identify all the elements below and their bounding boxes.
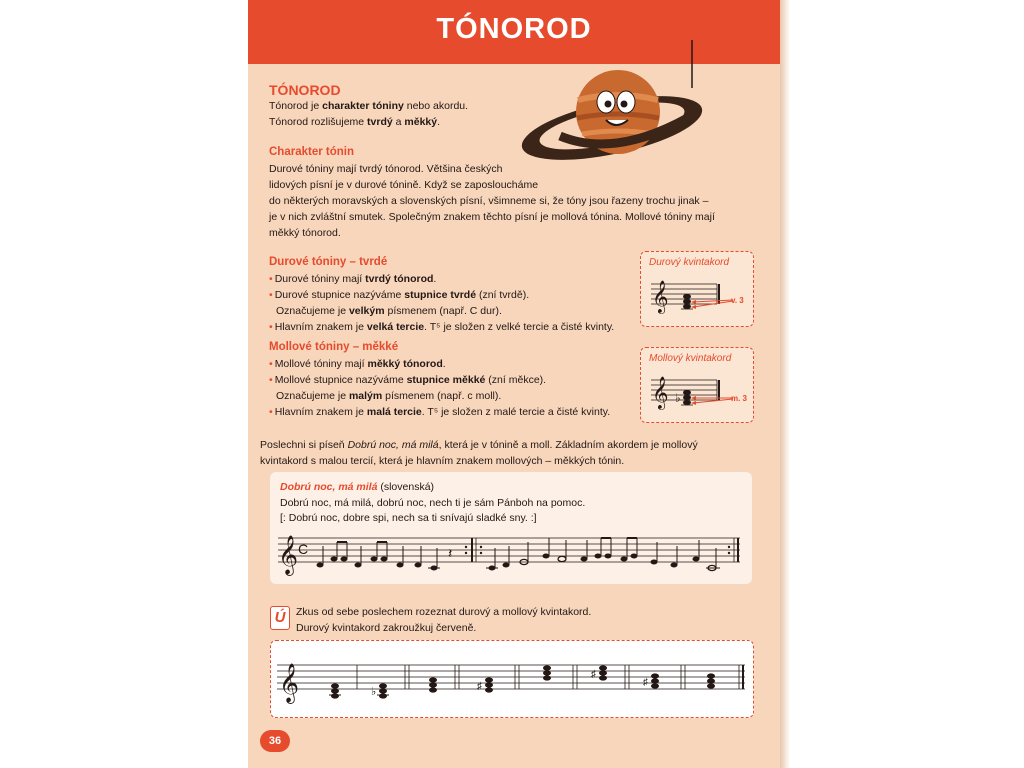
interval-label: m. 3 (731, 394, 748, 403)
exercise-staff (275, 657, 749, 705)
time-signature: C (298, 541, 309, 557)
box-mollovy-kvintakord (640, 347, 754, 423)
exercise-line-2: Durový kvintakord zakroužkuj červeně. (296, 622, 477, 634)
mollove-bullet-2: • Mollové stupnice nazýváme stupnice měkké (zní měkce). (269, 374, 547, 386)
durove-bullet-2: • Durové stupnice nazýváme stupnice tvrdé (zní tvrdě). (269, 289, 530, 301)
charakter-line: do některých moravských a slovenských písní, všimneme si, že tóny jsou řazeny trochu jinak – (269, 195, 709, 207)
song-notes (317, 538, 721, 571)
flat-icon: ♭ (675, 391, 681, 405)
song-box (270, 472, 752, 584)
exercise-line-1: Zkus od sebe poslechem rozeznat durový a mollový kvintakord. (296, 606, 592, 618)
intro-line-2: Tónorod rozlišujeme tvrdý a měkký. (269, 116, 441, 128)
section-heading-durove: Durové tóniny – tvrdé (269, 256, 388, 268)
durove-bullet-3: • Hlavním znakem je velká tercie. T⁵ je složen z velké tercie a čisté kvinty. (269, 321, 615, 333)
mollove-bullet-1: • Mollové tóniny mají měkký tónorod. (269, 358, 446, 370)
svg-text:𝄽: 𝄽 (448, 545, 453, 561)
box-durovy-kvintakord (640, 251, 754, 327)
interval-label: v. 3 (731, 296, 744, 305)
textbook-page (248, 0, 780, 768)
song-title-line: Dobrú noc, má milá (slovenská) (280, 481, 435, 493)
song-lyric-2: [: Dobrú noc, dobre spi, nech sa ti snívajú sladké sny. :] (280, 512, 537, 524)
section-heading-tonorod: TÓNOROD (269, 82, 341, 98)
song-staff (276, 528, 746, 580)
song-lyric-1: Dobrú noc, má milá, dobrú noc, nech ti je sám Pánboh na pomoc. (280, 497, 586, 509)
svg-text:♭: ♭ (371, 686, 377, 698)
page-number: 36 (260, 730, 290, 752)
listen-line-2: kvintakord s malou tercií, která je hlavním znakem mollových – měkkých tónin. (260, 455, 625, 467)
exercise-badge: Ú (270, 606, 290, 630)
section-heading-mollove: Mollové tóniny – měkké (269, 341, 399, 353)
svg-text:♯: ♯ (643, 677, 648, 688)
section-heading-charakter: Charakter tónin (269, 146, 354, 158)
planet-illustration (520, 40, 732, 170)
durove-bullet-1: • Durové tóniny mají tvrdý tónorod. (269, 273, 437, 285)
charakter-line: lidových písní je v durové tónině. Když se zaposloucháme (269, 179, 539, 191)
charakter-line: je v nich zvláštní smutek. Společným znakem těchto písní je mollová tónina. Mollové tóniny mají (269, 211, 715, 223)
page-edge-shadow (780, 0, 790, 768)
charakter-line: měkký tónorod. (269, 227, 341, 239)
mollove-bullet-3: • Hlavním znakem je malá tercie. T⁵ je složen z malé tercie a čisté kvinty. (269, 406, 611, 418)
listen-line-1: Poslechni si píseň Dobrú noc, má milá, která je v tónině a moll. Základním akordem je mollový (260, 439, 698, 451)
treble-clef-icon: 𝄞 (279, 664, 300, 702)
mollove-bullet-2-cont: Označujeme je malým písmenem (např. c moll). (276, 390, 502, 402)
exercise-chords (329, 665, 715, 698)
treble-clef-icon: 𝄞 (652, 377, 669, 408)
svg-text:♯: ♯ (477, 681, 482, 692)
exercise-box (270, 640, 754, 718)
page-title: TÓNOROD (436, 13, 592, 45)
charakter-line: Durové tóniny mají tvrdý tónorod. Většina českých (269, 163, 503, 175)
intro-line-1: Tónorod je charakter tóniny nebo akordu. (269, 100, 469, 112)
treble-clef-icon: 𝄞 (652, 281, 669, 312)
box-title: Durový kvintakord (649, 257, 730, 268)
box-title: Mollový kvintakord (649, 353, 732, 364)
durove-bullet-2-cont: Označujeme je velkým písmenem (např. C dur). (276, 305, 502, 317)
chord-staff-moll (647, 368, 747, 418)
svg-text:♯: ♯ (591, 669, 596, 680)
treble-clef-icon: 𝄞 (278, 536, 299, 574)
